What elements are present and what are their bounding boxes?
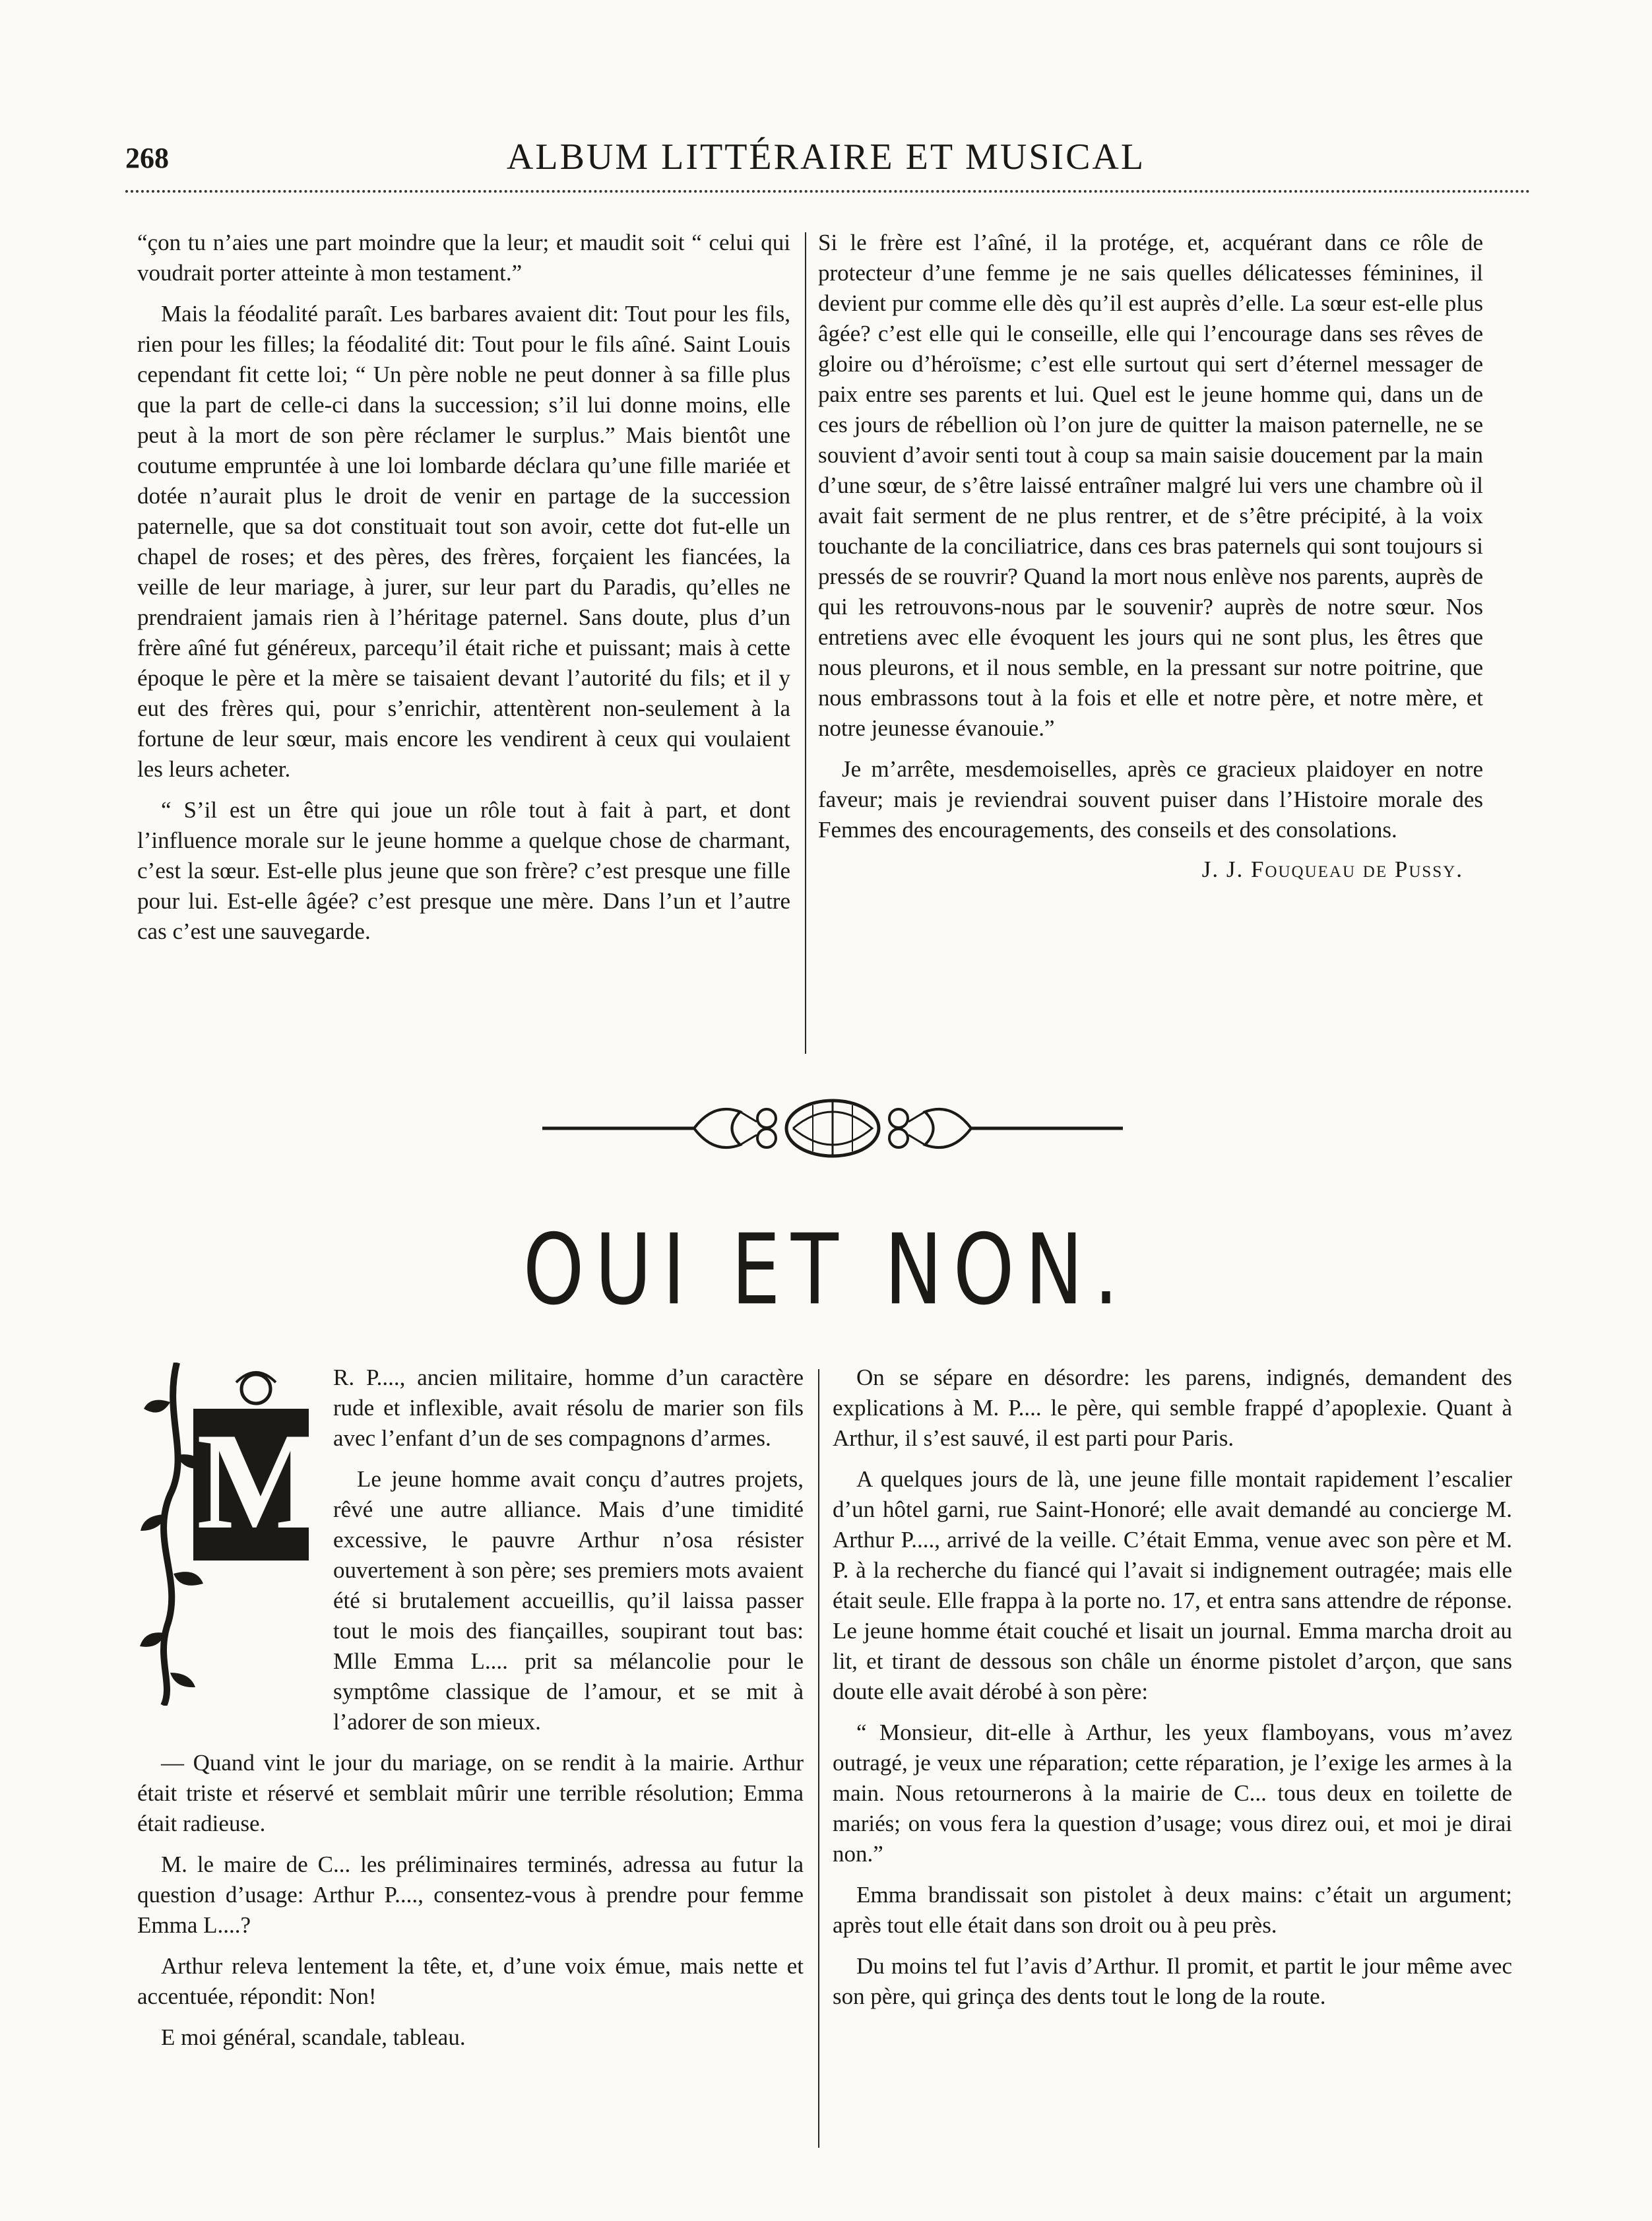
- paragraph: Arthur releva lentement la tête, et, d’une voix émue, mais nette et accentuée, répondit: Non!: [137, 1953, 804, 2009]
- paragraph: Le jeune homme avait conçu d’autres projets, rêvé une autre alliance. Mais d’une timidité excessive, le pauvre Arthur n’osa résister ouvertement à son père; ses premiers mots avaient été si brutalement accueillis, qu’il laissa passer tout le mois des fiançailles, soupirant tout bas: Mlle Emma L.... prit sa mélancolie pour le symptôme classique de l’amour, et se mit à l’adorer de son mieux.: [333, 1466, 804, 1735]
- column-divider: [805, 232, 806, 1054]
- paragraph: Du moins tel fut l’avis d’Arthur. Il promit, et partit le jour même avec son père, qui grinça des dents tout le long de la route.: [833, 1953, 1512, 2009]
- article-left-column: [137, 1363, 804, 2053]
- header-rule: [125, 190, 1531, 193]
- paragraph: E moi général, scandale, tableau.: [161, 2024, 466, 2050]
- paragraph: — Quand vint le jour du mariage, on se rendit à la mairie. Arthur était triste et réservé et semblait mûrir une terrible résolution; Emma était radieuse.: [137, 1750, 804, 1836]
- paragraph: A quelques jours de là, une jeune fille montait rapidement l’escalier d’un hôtel garni, rue Saint-Honoré; elle avait demandé au concierge M. Arthur P...., arrivé de la veille. C’était Emma, venue avec son père et M. P. à la recherche du fiancé qui l’avait si indignement outragée; mais elle était seule. Elle frappa à la porte no. 17, et entra sans attendre de réponse. Le jeune homme était couché et lisait un journal. Emma marcha droit au lit, et tirant de dessous son châle un énorme pistolet d’arçon, que sans doute elle avait dérobé à son père:: [833, 1466, 1512, 1704]
- paragraph: Mais la féodalité paraît. Les barbares avaient dit: Tout pour les fils, rien pour les filles; la féodalité dit: Tout pour le fils aîné. Saint Louis cependant fit cette loi; “ Un père noble ne peut donner à sa fille plus que la part de celle-ci dans la succession; s’il lui donne moins, elle peut à la mort de son père réclamer le surplus.” Mais bientôt une coutume empruntée à une loi lombarde déclara qu’une fille mariée et dotée n’aurait plus le droit de venir en partage de la succession paternelle, que sa dot constituait tout son avoir, cette dot fut-elle un chapel de roses; et des pères, des frères, forçaient les fiancées, la veille de leur mariage, à jurer, sur leur part du Paradis, qu’elles ne prendraient jamais rien à l’héritage paternel. Sans doute, plus d’un frère aîné fut généreux, parcequ’il était riche et puissant; mais à cette époque le père et la mère se taisaient devant l’autorité du fils; et il y eut des frères qui, pour s’enrichir, attentèrent non-seulement à la fortune de leur sœur, mais encore les vendirent à ceux qui voulaient les leurs acheter.: [137, 301, 790, 782]
- top-left-column: [137, 228, 790, 947]
- running-title: ALBUM LITTÉRAIRE ET MUSICAL: [506, 137, 1146, 177]
- author-signature: J. J. Fouqueau de Pussy.: [1201, 856, 1463, 882]
- paragraph: M. le maire de C... les préliminaires terminés, adressa au futur la question d’usage: Arthur P...., consentez-vous à prendre pour femme Emma L....?: [137, 1851, 804, 1938]
- article-title: OUI ET NON.: [523, 1212, 1129, 1327]
- article-right-column: [833, 1363, 1512, 2012]
- paragraph: On se sépare en désordre: les parens, indignés, demandent des explications à M. P.... le père, qui semble frappé d’apoplexie. Quant à Arthur, il s’est sauvé, il est parti pour Paris.: [833, 1365, 1512, 1451]
- paragraph: Emma brandissait son pistolet à deux mains: c’était un argument; après tout elle était dans son droit ou à peu près.: [833, 1882, 1512, 1938]
- top-right-column: [818, 228, 1483, 885]
- column-divider: [818, 1369, 819, 2148]
- paragraph: “çon tu n’aies une part moindre que la leur; et maudit soit “ celui qui voudrait porter atteinte à mon testament.”: [137, 230, 790, 286]
- paragraph: Je m’arrête, mesdemoiselles, après ce gracieux plaidoyer en notre faveur; mais je reviendrai souvent puiser dans l’Histoire morale des Femmes des encouragements, des conseils et des consolations.: [818, 756, 1483, 843]
- drop-cap-letter: M: [197, 1405, 328, 1558]
- decorated-initial: [137, 1363, 328, 1706]
- paragraph: Si le frère est l’aîné, il la protége, et, acquérant dans ce rôle de protecteur d’une femme je ne sais quelles délicatesses féminines, il devient pur comme elle dès qu’il est auprès d’elle. La sœur est-elle plus âgée? c’est elle qui le conseille, elle qui l’encourage dans ses rêves de gloire ou d’héroïsme; c’est elle surtout qui sert d’éternel messager de paix entre ses parents et lui. Quel est le jeune homme qui, dans un de ces jours de rébellion où l’on jure de quitter la maison paternelle, ne se souvient d’avoir senti tout à coup sa main saisie doucement par la main d’une sœur, de s’être laissé entraîner malgré lui vers une chambre où il avait fait serment de ne plus rentrer, et de s’être précipité, à la voix touchante de la conciliatrice, dans ces bras paternels qui sont toujours si pressés de se rouvrir? Quand la mort nous enlève nos parents, auprès de qui les retrouvons-nous par le souvenir? auprès de notre sœur. Nos entretiens avec elle évoquent les jours qui ne sont plus, les êtres que nous pleurons, et il nous semble, en la pressant sur notre poitrine, que nous embrassons tout à la fois et elle et notre père, et notre mère, et notre jeunesse évanouie.”: [818, 230, 1483, 741]
- paragraph: “ S’il est un être qui joue un rôle tout à fait à part, et dont l’influence morale sur le jeune homme a quelque chose de charmant, c’est la sœur. Est-elle plus jeune que son frère? c’est presque une fille pour lui. Est-elle âgée? c’est presque une mère. Dans l’un et l’autre cas c’est une sauvegarde.: [137, 797, 790, 944]
- paragraph: R. P...., ancien militaire, homme d’un caractère rude et inflexible, avait résolu de marier son fils avec l’enfant d’un de ses compagnons d’armes.: [333, 1365, 804, 1451]
- ornament-divider: [542, 1089, 1123, 1168]
- page-number: 268: [125, 142, 169, 174]
- paragraph: “ Monsieur, dit-elle à Arthur, les yeux flamboyans, vous m’avez outragé, je veux une réparation; cette réparation, je l’exige les armes à la main. Nous retournerons à la mairie de C... tous deux en toilette de mariés; on vous fera la question d’usage; vous direz oui, et moi je dirai non.”: [833, 1720, 1512, 1867]
